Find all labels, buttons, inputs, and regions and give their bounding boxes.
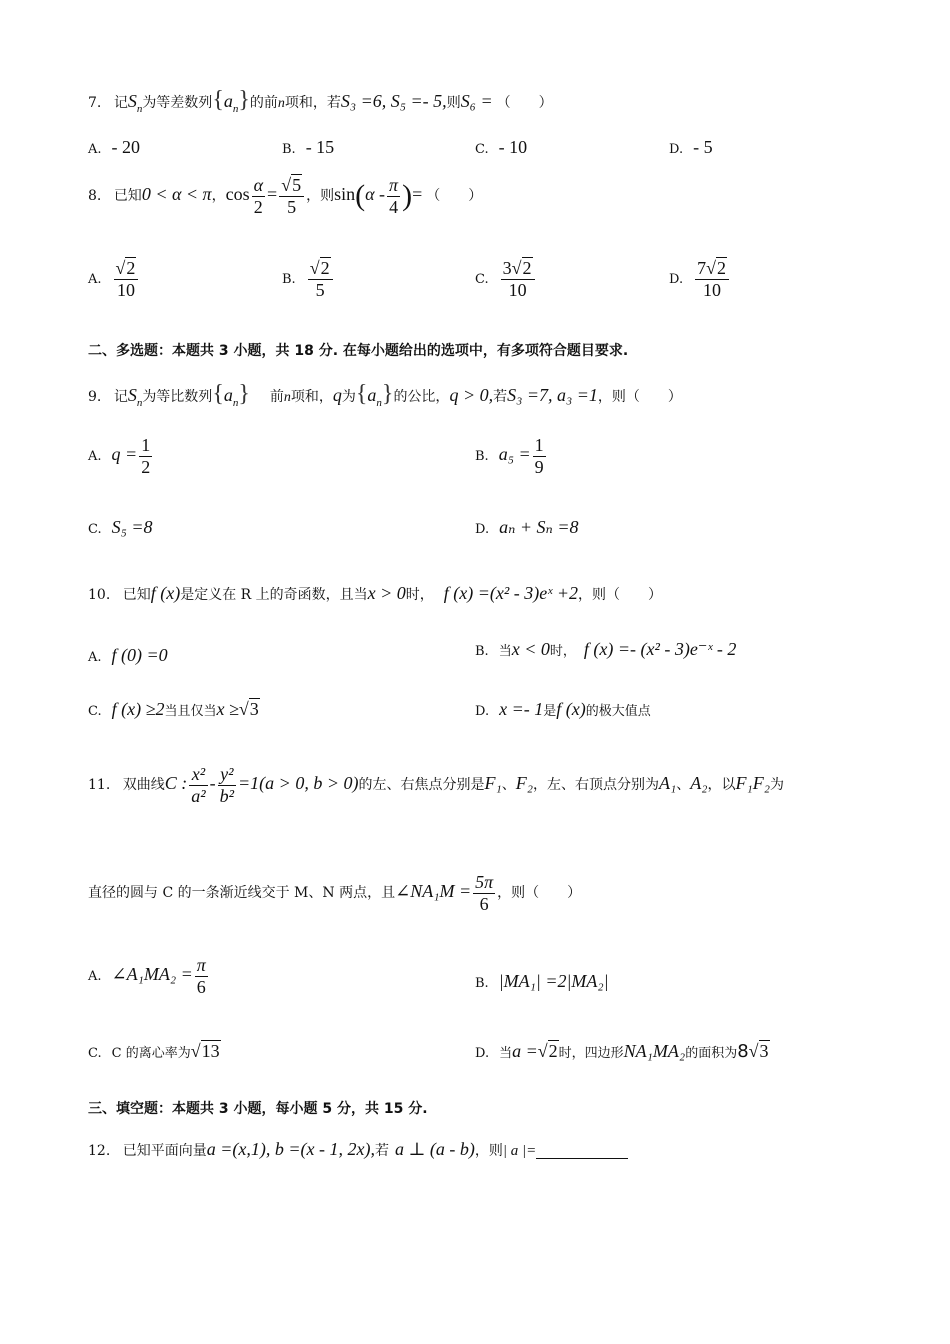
q11-a2-vertex: A₂	[690, 773, 708, 793]
q12-text-1: 已知平面向量	[122, 1143, 207, 1159]
q9-option-a-den: 2	[141, 457, 151, 477]
section-3-heading: 三、填空题：本题共 3 小题，每小题 5 分，共 15 分.	[88, 1101, 428, 1117]
q7-s: S	[127, 91, 137, 111]
q9-text-3: 前	[269, 389, 284, 405]
q8-eq: =	[267, 184, 278, 204]
q9-n: n	[283, 390, 291, 405]
q11-a1: A₁	[659, 773, 677, 793]
q8-option-b-sqrt: √2	[309, 258, 330, 279]
q11-f2: F₂	[515, 773, 533, 793]
q8-option-b-radicand: 2	[320, 258, 330, 279]
q11-text-4: ，以	[707, 777, 736, 793]
q9-sn	[127, 385, 143, 409]
q8-option-c-sqrt: √2	[511, 258, 532, 279]
q7-option-c-label: C.	[475, 142, 489, 157]
q9-a: a	[223, 385, 233, 405]
q7-close-brace: }	[238, 87, 250, 113]
q11-option-b-label: B.	[475, 976, 489, 991]
q11-f1: F₁	[484, 773, 502, 793]
q7-option-a[interactable]	[88, 138, 140, 156]
q9-option-b[interactable]	[475, 428, 548, 483]
q10-option-b-label: B.	[475, 644, 489, 659]
q11-angle-frac	[473, 873, 495, 914]
q12-text-2: 若	[374, 1143, 389, 1159]
q8-comma: ，	[211, 188, 226, 204]
q7-option-c[interactable]	[475, 138, 527, 156]
q9-open-brace-2: {	[355, 381, 368, 407]
q10-option-a-value: f (0) =0	[111, 645, 168, 665]
q11-text-3: ，左、右顶点分别为	[533, 777, 659, 793]
q7-option-a-label: A.	[88, 142, 102, 157]
q7-an	[223, 91, 239, 115]
q8-option-b[interactable]	[282, 256, 335, 304]
q7-text-1: 记	[113, 95, 128, 111]
q8-option-a-den: 10	[116, 280, 135, 300]
q9-an-2	[367, 385, 382, 409]
q9-option-a-label: A.	[88, 449, 102, 464]
q8-answer-paren: （ ）	[426, 189, 483, 204]
q11-text-7: ，则（ ）	[497, 885, 582, 901]
q10-option-d-fx: f (x)	[556, 699, 586, 719]
q9-an-sub-2: n	[376, 397, 382, 409]
q7-target: S₆ =	[460, 91, 493, 111]
question-7	[88, 88, 890, 115]
q11-y2: y²	[218, 765, 236, 786]
q9-option-a-lhs: q =	[111, 444, 138, 464]
q9-an	[223, 385, 239, 409]
q9-option-c-value: S₅ =8	[111, 517, 153, 537]
q10-option-b-condition: x < 0	[511, 639, 550, 659]
q10-option-b-expression: f (x) =- (x² - 3)e⁻ˣ - 2	[583, 639, 737, 659]
q7-text-5: 则	[446, 95, 461, 111]
q9-option-a-num: 1	[141, 435, 151, 456]
q11-text-6: 直径的圆与 C 的一条渐近线交于 M、N 两点，且	[88, 885, 396, 901]
q7-an-sub: n	[232, 103, 239, 115]
q8-alpha-minus: α -	[365, 184, 386, 204]
q8-option-a[interactable]	[88, 256, 140, 304]
q11-option-a-frac	[195, 956, 208, 997]
q8-option-c-label: C.	[475, 272, 489, 287]
q8-option-b-value	[308, 259, 333, 300]
q10-text-4: ，则（ ）	[578, 587, 663, 603]
q12-vectors: a =(x,1), b =(x - 1, 2x),	[206, 1139, 375, 1159]
q8-open-paren: (	[355, 179, 366, 212]
q10-option-c[interactable]	[88, 700, 260, 718]
q9-option-d-value: aₙ + Sₙ =8	[499, 517, 579, 537]
q12-answer-blank[interactable]	[536, 1144, 628, 1159]
q8-alpha: α	[253, 174, 264, 195]
q9-open-brace: {	[212, 381, 224, 407]
q11-text-2: 的左、右焦点分别是	[358, 777, 485, 793]
q8-option-c-den: 10	[508, 280, 527, 300]
q10-text-3: 时，	[405, 587, 434, 603]
q10-number: 10.	[88, 587, 111, 603]
q9-option-d-label: D.	[475, 522, 490, 537]
q11-number: 11.	[88, 777, 111, 793]
q8-option-b-den: 5	[315, 280, 325, 300]
q10-text-2: 是定义在 R 上的奇函数，且当	[180, 587, 368, 603]
q7-a: a	[223, 91, 233, 111]
q7-open-brace: {	[212, 87, 224, 113]
question-11-line-2	[88, 866, 890, 918]
q11-option-d-coef: 8	[737, 1041, 749, 1062]
q8-option-d-den: 10	[703, 280, 722, 300]
q7-option-b[interactable]	[282, 138, 334, 156]
q11-option-d-sqrt-2: √3	[748, 1041, 769, 1061]
q10-fx: f (x)	[150, 583, 181, 603]
q8-pi-over-4	[387, 176, 400, 217]
q11-text-1: 双曲线	[122, 777, 165, 793]
q12-number: 12.	[88, 1143, 111, 1159]
q11-option-d-text-3: 的面积为	[685, 1046, 738, 1061]
q8-option-d-value	[695, 259, 729, 300]
q8-root5-over-5	[279, 176, 304, 217]
q7-conditions: S₃ =6, S₅ =- 5,	[340, 91, 447, 111]
q10-option-d[interactable]	[475, 700, 651, 718]
q8-option-d-radicand: 2	[716, 258, 726, 279]
q10-option-c-label: C.	[88, 704, 102, 719]
q10-option-c-condition: x ≥	[216, 699, 239, 719]
q8-option-a-label: A.	[88, 272, 102, 287]
q9-text-5: 为	[341, 389, 356, 405]
q7-answer-paren: （ ）	[496, 96, 553, 111]
q7-option-b-value: - 15	[305, 137, 335, 157]
q8-option-d-coef: 7	[697, 258, 707, 279]
question-11	[88, 758, 890, 810]
q11-option-a-label: A.	[88, 969, 102, 984]
q8-option-d[interactable]	[669, 256, 731, 304]
q8-two: 2	[253, 196, 263, 217]
q11-sep-2: 、	[676, 777, 691, 793]
q11-minus: -	[209, 773, 216, 793]
q9-option-b-lhs: a₅ =	[498, 444, 531, 464]
q9-text-2: 为等比数列	[142, 389, 213, 405]
q10-expression: f (x) =(x² - 3)eˣ +2	[443, 583, 579, 603]
q11-angle-num: 5π	[475, 871, 494, 892]
q8-text-2: ，则	[306, 188, 335, 204]
q10-option-a-label: A.	[88, 650, 102, 665]
q9-number: 9.	[88, 389, 102, 405]
q9-condition-s3: S₃ =7, a₃ =1	[507, 385, 598, 405]
q11-option-d-label: D.	[475, 1046, 490, 1061]
q10-option-d-expression: x =- 1	[499, 699, 544, 719]
q7-option-b-label: B.	[282, 142, 296, 157]
q7-option-a-value: - 20	[111, 137, 141, 157]
q7-n-sub: n	[136, 103, 143, 115]
q7-text-2: 为等差数列	[142, 95, 213, 111]
q9-option-b-frac	[533, 436, 546, 477]
q7-text-4: 项和，若	[284, 95, 341, 111]
q9-option-d[interactable]	[475, 518, 578, 536]
q11-option-d-radicand: 2	[548, 1041, 558, 1061]
q9-text-7: 若	[493, 389, 508, 405]
q8-number: 8.	[88, 188, 102, 204]
q10-option-d-text-2: 的极大值点	[585, 704, 651, 719]
q8-option-c-coef: 3	[502, 258, 512, 279]
q11-angle: ∠NA₁M =	[395, 881, 472, 901]
q11-option-a-lhs: ∠A₁MA₂ =	[111, 964, 193, 984]
q11-option-a-num: π	[196, 955, 206, 976]
q12-condition: a ⊥ (a - b)	[394, 1139, 475, 1159]
question-10	[88, 584, 890, 602]
q10-option-b-text-2: 时，	[549, 644, 576, 659]
q11-option-d-text-2: 时，四边形	[558, 1046, 624, 1061]
q11-option-d-condition: a =	[512, 1041, 538, 1061]
q8-option-d-sqrt: √2	[706, 258, 726, 279]
q11-sep: 、	[501, 777, 516, 793]
q11-option-b-value: |MA₁| =2|MA₂|	[498, 971, 609, 991]
q7-option-d-value: - 5	[693, 137, 713, 157]
q8-option-a-value	[114, 259, 139, 300]
q8-text-1: 已知	[113, 188, 142, 204]
q9-text-6: 的公比，	[393, 389, 450, 405]
q11-option-c-text: C 的离心率为	[111, 1046, 191, 1061]
q7-option-c-value: - 10	[498, 137, 528, 157]
q11-option-a[interactable]	[88, 948, 210, 1003]
q9-close-brace-2: }	[381, 381, 394, 407]
q8-sqrt5: √5	[281, 174, 302, 195]
q8-eq2: =	[412, 184, 423, 204]
q9-option-c-label: C.	[88, 522, 102, 537]
q8-option-b-label: B.	[282, 272, 296, 287]
q11-b2: b²	[219, 785, 235, 806]
section-2-heading: 二、多选题：本题共 3 小题，共 18 分. 在每小题给出的选项中，有多项符合题目要求.	[88, 343, 629, 359]
question-8	[88, 172, 890, 219]
q7-text-3: 的前	[249, 95, 278, 111]
q9-text-1: 记	[113, 389, 128, 405]
q11-angle-den: 6	[479, 893, 489, 914]
q11-option-c-sqrt: √13	[190, 1041, 220, 1061]
q11-option-a-den: 6	[196, 977, 206, 997]
q9-close-brace: }	[238, 381, 250, 407]
q10-option-d-label: D.	[475, 704, 490, 719]
q8-option-c-radicand: 2	[522, 258, 532, 279]
q11-option-d-text: 当	[499, 1046, 513, 1061]
q11-option-b[interactable]	[475, 972, 609, 990]
q8-range: 0 < α < π	[141, 184, 212, 204]
q7-number: 7.	[88, 95, 102, 111]
q9-option-b-den: 9	[534, 457, 544, 477]
q11-equation-rest: =1(a > 0, b > 0)	[238, 773, 359, 793]
q8-cos: cos	[225, 184, 250, 204]
q7-option-d[interactable]	[669, 138, 713, 156]
q9-a-2: a	[367, 385, 377, 405]
q11-x2: x²	[189, 765, 207, 786]
q11-option-d-quad: NA₁MA₂	[623, 1041, 686, 1061]
q9-s: S	[127, 385, 137, 405]
q11-y-term	[218, 765, 236, 806]
q11-curve-name: C :	[164, 773, 188, 793]
q11-a2: a²	[191, 785, 206, 806]
q9-text-4: 项和，	[290, 389, 333, 405]
q8-option-c-value	[501, 259, 535, 300]
q10-option-b-text: 当	[498, 644, 512, 659]
q11-text-5: 为	[770, 777, 785, 793]
q12-ask: | a |=	[502, 1143, 537, 1159]
q11-option-c-label: C.	[88, 1046, 102, 1061]
q8-option-d-label: D.	[669, 272, 684, 287]
question-9	[88, 382, 890, 409]
q9-text-8: ，则（ ）	[597, 389, 682, 405]
q9-n-sub: n	[136, 397, 143, 409]
q7-sn	[127, 91, 143, 115]
q8-sqrt5-radicand: 5	[292, 174, 302, 195]
q11-f1f2: F₁F₂	[735, 773, 771, 793]
q8-option-c[interactable]	[475, 256, 537, 304]
q7-n: n	[277, 96, 285, 111]
q11-option-d-sqrt: √2	[537, 1041, 558, 1061]
q8-half-alpha	[252, 176, 265, 217]
q9-option-a-frac	[139, 436, 152, 477]
q10-option-b[interactable]	[475, 640, 736, 658]
q8-option-a-radicand: 2	[126, 258, 136, 279]
q9-condition-q: q > 0,	[449, 385, 494, 405]
q8-pi: π	[389, 174, 399, 195]
question-12	[88, 1140, 890, 1159]
q8-five: 5	[287, 196, 297, 217]
q9-option-a[interactable]	[88, 428, 154, 483]
q10-condition: x > 0	[367, 583, 406, 603]
q11-x-term	[189, 765, 207, 806]
q10-option-c-text: 当且仅当	[164, 704, 217, 719]
q10-option-c-sqrt: √3	[238, 699, 259, 719]
q8-sin: sin	[334, 184, 356, 204]
q9-option-b-num: 1	[534, 435, 544, 456]
q10-option-d-text: 是	[543, 704, 557, 719]
q9-option-c[interactable]	[88, 518, 153, 536]
q11-option-c[interactable]	[88, 1042, 221, 1060]
q10-text-1: 已知	[122, 587, 151, 603]
q7-option-d-label: D.	[669, 142, 684, 157]
q9-q: q	[332, 385, 342, 405]
q10-option-c-radicand: 3	[249, 699, 259, 719]
q11-option-c-radicand: 13	[201, 1041, 220, 1061]
q9-an-sub: n	[232, 397, 239, 409]
q10-option-a[interactable]	[88, 646, 168, 664]
q8-four: 4	[389, 196, 399, 217]
q10-option-c-expression: f (x) ≥2	[111, 699, 165, 719]
q11-option-d[interactable]	[475, 1042, 770, 1061]
q9-option-b-label: B.	[475, 449, 489, 464]
q11-option-d-radicand-2: 3	[759, 1041, 769, 1061]
q8-option-a-sqrt: √2	[115, 258, 136, 279]
q8-close-paren: )	[402, 179, 413, 212]
q12-text-3: ，则	[474, 1143, 503, 1159]
